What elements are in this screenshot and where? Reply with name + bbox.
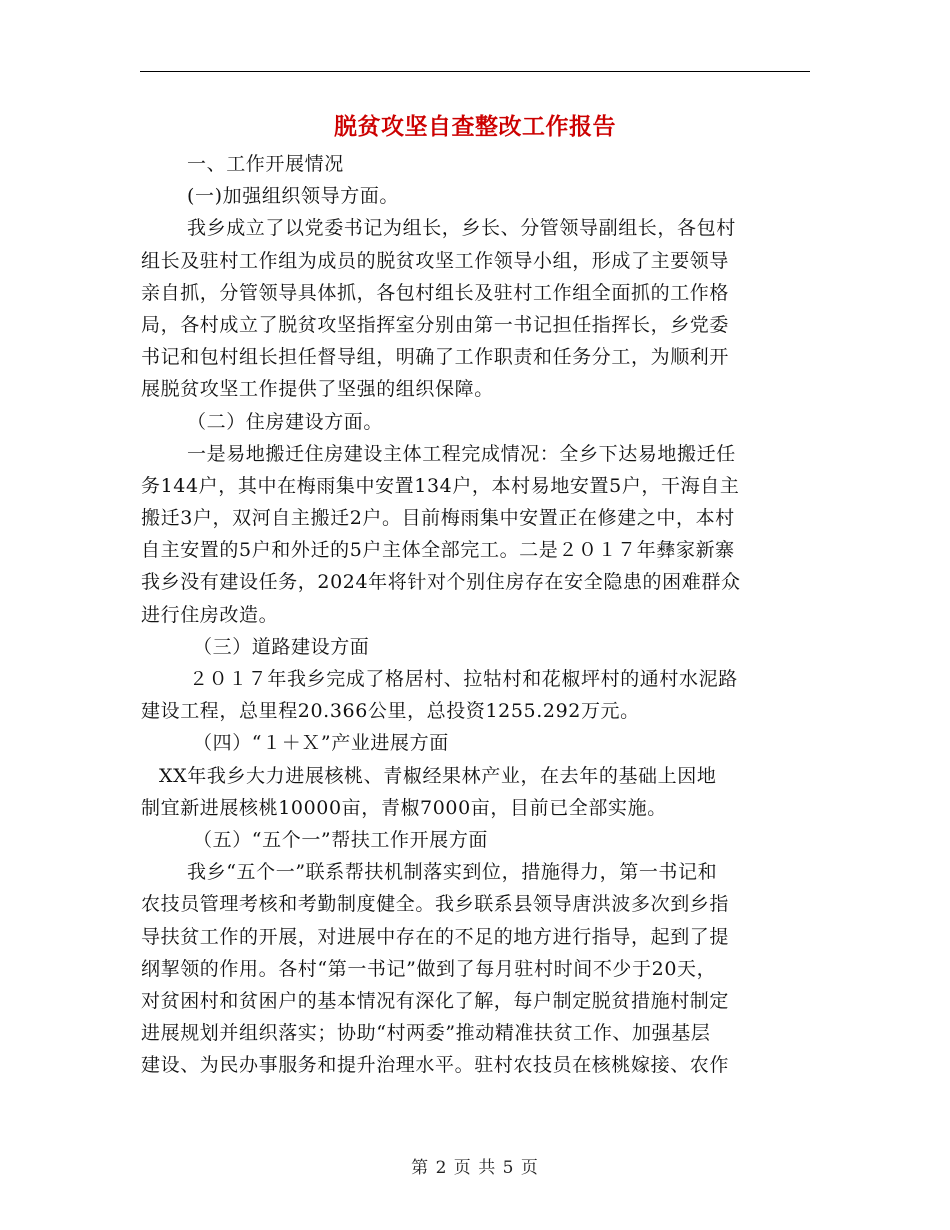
paragraph-line: 农技员管理考核和考勤制度健全。我乡联系县领导唐洪波多次到乡指 <box>141 893 730 916</box>
subsection-heading-1: (一)加强组织领导方面。 <box>187 185 400 208</box>
paragraph-line: 局，各村成立了脱贫攻坚指挥室分别由第一书记担任指挥长，乡党委 <box>141 313 730 336</box>
subsection-heading-3: （三）道路建设方面 <box>193 635 370 658</box>
paragraph-line: 对贫困村和贫困户的基本情况有深化了解，每户制定脱贫措施村制定 <box>141 989 730 1012</box>
document-body <box>141 148 809 1081</box>
paragraph-line: 纲挈领的作用。各村“第一书记”做到了每月驻村时间不少于20天， <box>141 957 717 980</box>
subsection-heading-4: （四）“１＋Ｘ”产业进展方面 <box>193 732 449 755</box>
paragraph-line: 我乡没有建设任务，2024年将针对个别住房存在安全隐患的困难群众 <box>141 571 741 594</box>
paragraph-line: 展脱贫攻坚工作提供了坚强的组织保障。 <box>141 378 494 401</box>
paragraph-line: 务144户，其中在梅雨集中安置134户，本村易地安置5户，干海自主 <box>141 474 740 497</box>
paragraph-line: 搬迁3户，双河自主搬迁2户。目前梅雨集中安置正在修建之中，本村 <box>141 507 735 530</box>
paragraph-line: 我乡成立了以党委书记为组长，乡长、分管领导副组长，各包村 <box>187 217 736 240</box>
paragraph-line: 一是易地搬迁住房建设主体工程完成情况：全乡下达易地搬迁任 <box>187 442 736 465</box>
paragraph-line: XX年我乡大力进展核桃、青椒经果林产业，在去年的基础上因地 <box>159 764 717 787</box>
paragraph-line: 我乡“五个一”联系帮扶机制落实到位，措施得力，第一书记和 <box>187 861 718 884</box>
paragraph-line: 进展规划并组织落实；协助“村两委”推动精准扶贫工作、加强基层 <box>141 1022 711 1045</box>
paragraph-line: 书记和包村组长担任督导组，明确了工作职责和任务分工，为顺利开 <box>141 346 730 369</box>
paragraph-line: 组长及驻村工作组为成员的脱贫攻坚工作领导小组，形成了主要领导 <box>141 249 730 272</box>
paragraph-line: 亲自抓，分管领导具体抓，各包村组长及驻村工作组全面抓的工作格 <box>141 281 730 304</box>
paragraph-line: 制宜新进展核桃10000亩，青椒7000亩，目前已全部实施。 <box>141 796 667 819</box>
paragraph-line: 自主安置的5户和外迁的5户主体全部完工。二是２０１７年彝家新寨 <box>141 539 735 562</box>
document-title: 脱贫攻坚自查整改工作报告 <box>334 113 616 140</box>
paragraph-line: 建设工程，总里程20.366公里，总投资1255.292万元。 <box>141 700 640 723</box>
paragraph-line: ２０１７年我乡完成了格居村、拉牯村和花椒坪村的通村水泥路 <box>189 668 738 690</box>
page-number: 第 2 页 共 5 页 <box>411 1158 539 1178</box>
paragraph-line: 进行住房改造。 <box>141 603 279 626</box>
paragraph-line: 导扶贫工作的开展，对进展中存在的不足的地方进行指导，起到了提 <box>141 925 730 948</box>
subsection-heading-5: （五）“五个一”帮扶工作开展方面 <box>193 828 489 851</box>
header-rule <box>140 71 810 72</box>
paragraph-line: 建设、为民办事服务和提升治理水平。驻村农技员在核桃嫁接、农作 <box>141 1054 730 1077</box>
section-heading-1: 一、工作开展情况 <box>187 153 344 175</box>
subsection-heading-2: （二）住房建设方面。 <box>187 410 384 433</box>
